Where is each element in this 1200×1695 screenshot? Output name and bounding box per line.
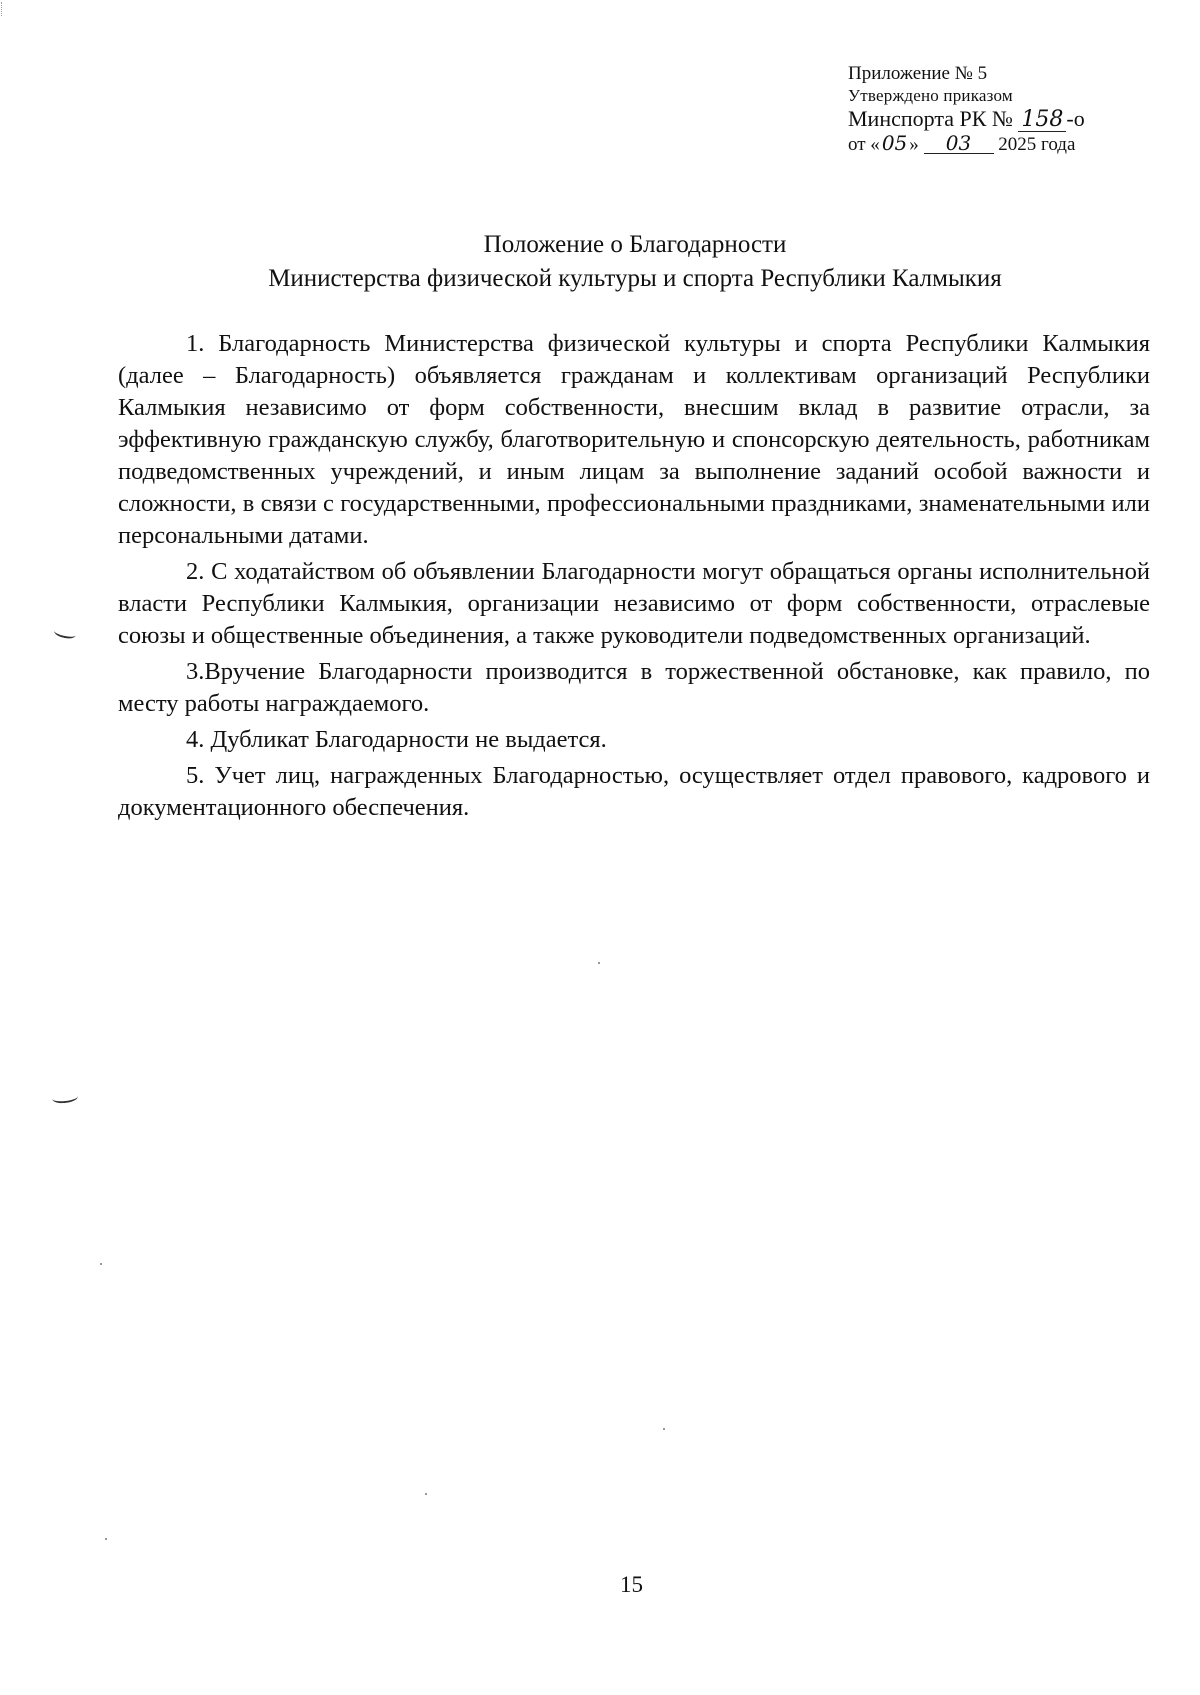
year-text: 2025 года: [998, 133, 1076, 155]
punch-hole-mark: [51, 1091, 78, 1105]
scan-speck: [425, 1493, 427, 1495]
scan-speck: [105, 1538, 107, 1540]
paragraph-5: 5. Учет лиц, награжденных Благодарностью, осуществляет отдел правового, кадрового и документационного обеспечения.: [118, 762, 1150, 821]
document-subtitle: Министерства физической культуры и спорта Республики Калмыкия: [268, 265, 1002, 292]
paragraph-3: 3.Вручение Благодарности производится в торжественной обстановке, как правило, по месту работы награждаемого.: [118, 658, 1150, 717]
scan-edge-mark: [1, 2, 4, 16]
day-handwritten: 05: [881, 130, 908, 155]
order-date-line: [848, 130, 1168, 157]
date-prefix: от «: [848, 133, 880, 155]
ministry-order-line: [848, 106, 1168, 132]
punch-hole-mark: [53, 626, 77, 640]
approval-stamp-block: [848, 63, 1168, 156]
month-handwritten: 03: [924, 133, 994, 154]
order-suffix: -о: [1066, 106, 1085, 132]
paragraph-1: 1. Благодарность Министерства физической культуры и спорта Республики Калмыкия (далее – Благодарность) объявляется гражданам и коллективам организаций Республики Калмыкия независимо от форм собственности, внесшим вклад в развитие отрасли, за эффективную гражданскую службу, благотворительную и спонсорскую деятельность, работникам подведомственных учреждений, и иным лицам за выполнение заданий особой важности и сложности, в связи с государственными, профессиональными праздниками, знаменательными или персональными датами.: [118, 330, 1150, 549]
appendix-number: Приложение № 5: [848, 63, 988, 84]
scan-speck: [663, 1428, 665, 1430]
paragraph-2: 2. С ходатайством об объявлении Благодарности могут обращаться органы исполнительной власти Республики Калмыкия, организации независимо от форм собственности, отраслевые союзы и общественные объединения, а также руководители подведомственных организаций.: [118, 558, 1150, 649]
order-number-handwritten: 158: [1018, 109, 1066, 132]
date-mid: »: [909, 133, 919, 155]
document-body: [118, 328, 1150, 828]
page-number: 15: [620, 1572, 643, 1597]
ministry-order-label: Минспорта РК №: [848, 106, 1013, 132]
scan-speck: [598, 962, 600, 964]
document-title: Положение о Благодарности: [483, 231, 787, 258]
scan-speck: [100, 1263, 102, 1265]
paragraph-4: 4. Дубликат Благодарности не выдается.: [186, 726, 607, 753]
approved-by-order: Утверждено приказом: [848, 85, 1013, 105]
